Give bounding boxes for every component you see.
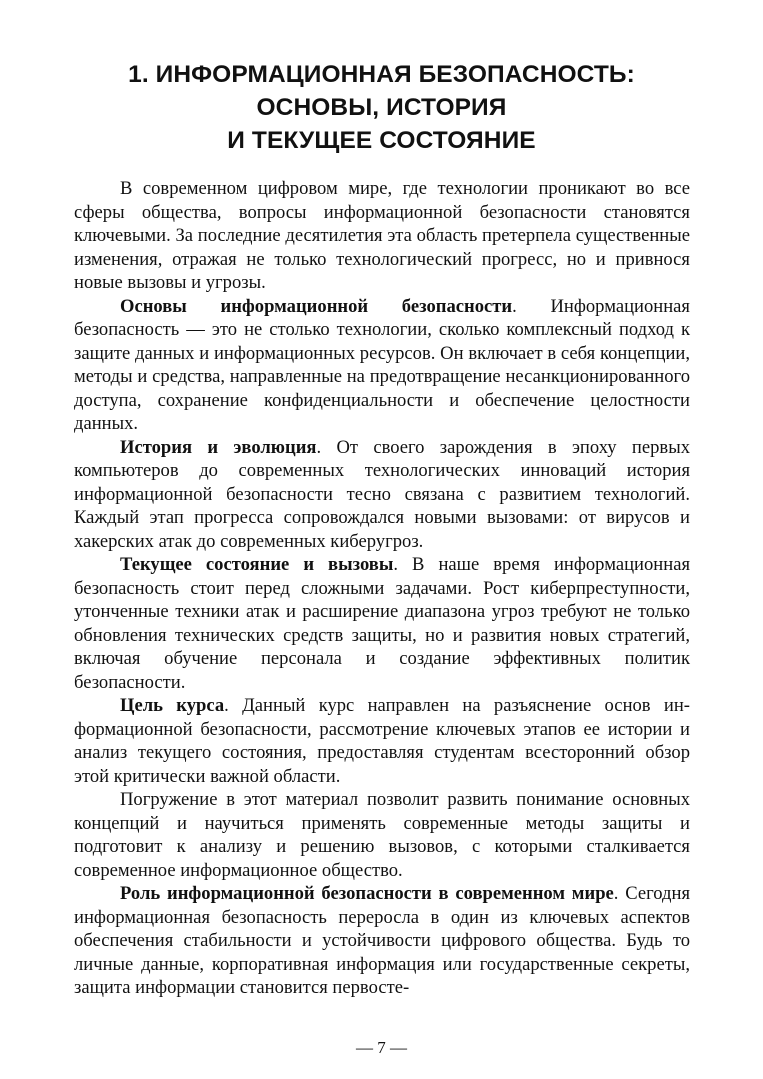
- paragraph-heading: Роль информационной безопасности в современном мире: [120, 883, 614, 904]
- paragraph-history: История и эволюция. От своего зарождения в эпоху первых компьютеров до современных технологических инноваций история информационной безопасности тесно связана с развитием технологий. Каждый этап прогресса сопровождался новыми вызовами: от вирусов и хакерских атак до современных киберугроз.: [74, 436, 690, 552]
- paragraph-current-state: Текущее состояние и вызовы. В наше время информационная безопасность стоит перед сложными задачами. Рост киберпреступности, утонченные техники атак и расширение диапазона угроз требуют не только обновления технических средств защиты, но и развития новых стратегий, включая обучение персонала и создание эффективных политик безопасности.: [74, 554, 690, 693]
- chapter-title-line: ОСНОВЫ, ИСТОРИЯ: [256, 94, 507, 121]
- chapter-title-line: 1. ИНФОРМАЦИОННАЯ БЕЗОПАСНОСТЬ:: [128, 61, 635, 88]
- paragraph-basics: Основы информационной безопасности. Информационная безопасность — это не столько технологии, сколько комплексный подход к защите данных и информационных ресурсов. Он включает в себя концепции, методы и средства, направленные на предотвращение несанкционированного доступа, сохранение конфиденциальности и обеспечение целостности данных.: [74, 295, 690, 434]
- chapter-title-line: И ТЕКУЩЕЕ СОСТОЯНИЕ: [227, 127, 536, 154]
- page-number: — 7 —: [356, 1038, 407, 1057]
- chapter-body: [74, 177, 690, 1000]
- paragraph-immersion: Погружение в этот материал позволит развить понимание основных концепций и научиться применять современные методы защиты и подготовит к анализу и решению вызовов, с которыми сталкивается современное информационное общество.: [74, 789, 690, 881]
- paragraph-intro: В современном цифровом мире, где технологии проникают во все сферы общества, вопросы информационной безопасности становятся ключевыми. За последние десятилетия эта область претерпела существенные изменения, отражая не только технологический прогресс, но и привнося новые вызовы и угрозы.: [74, 178, 690, 293]
- paragraph-heading: Цель курса: [120, 695, 225, 716]
- paragraph-role: Роль информационной безопасности в современном мире. Сегодня информационная безопасность переросла в один из ключевых аспектов обеспечения стабильности и устойчивости цифрового общества. Будь то личные данные, корпоративная информация или государственные секреты, защита информации становится первосте-: [74, 883, 690, 998]
- paragraph-course-goal: Цель курса. Данный курс направлен на разъяснение основ информационной безопасности, рассмотрение ключевых этапов ее истории и анализ текущего состояния, предоставляя студентам всесторонний обзор этой критически важной области.: [74, 695, 690, 787]
- paragraph-heading: Основы информационной безопасности: [120, 295, 513, 317]
- paragraph-heading: Текущее состояние и вызовы: [120, 554, 394, 575]
- paragraph-heading: История и эволюция: [120, 436, 317, 458]
- chapter-title: [60, 58, 703, 157]
